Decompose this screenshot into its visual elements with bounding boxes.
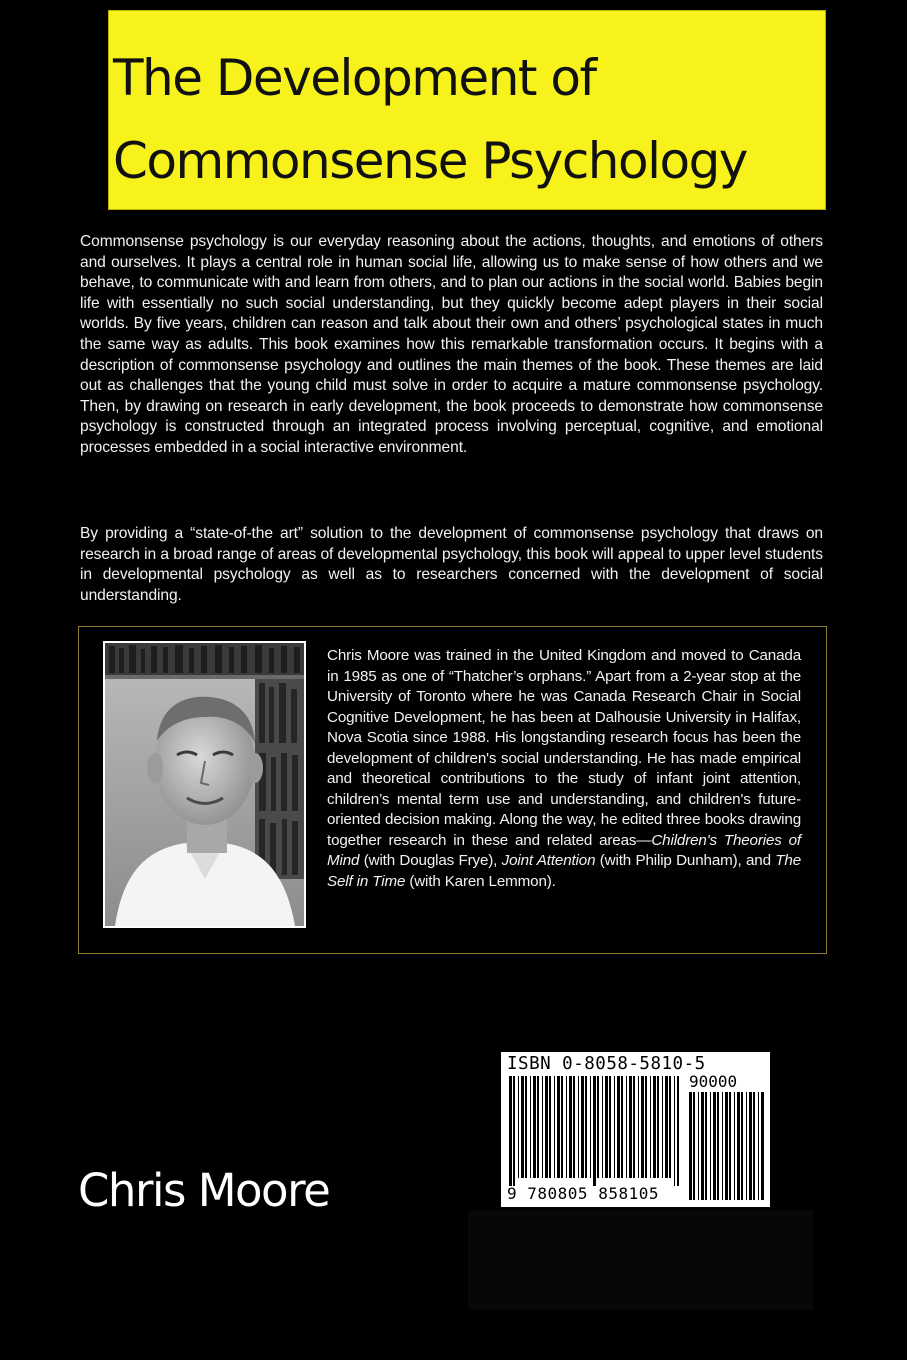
price-code: 90000 <box>689 1072 738 1091</box>
blurb-paragraph-1: Commonsense psychology is our everyday reasoning about the actions, thoughts, and emotions of others and ourselves. It plays a central role in human social life, allowing us to make sense of how others and we behave, to communicate with and learn from others, and to plan our actions in the social world. Babies begin life with essentially no such social understanding, but they quickly become adept players in their social worlds. By five years, children can reason and talk about their own and others’ psychological states in much the same way as adults. This book examines how this remarkable transformation occurs. It begins with a description of commonsense psychology and outlines the main themes of the book. These themes are laid out as challenges that the young child must solve in order to acquire a mature commonsense psychology. Then, by drawing on research in early development, the book proceeds to demonstrate how commonsense psychology is constructed through an integrated process involving perceptual, cognitive, and emotional processes embedded in a social interactive environment. <box>80 233 823 456</box>
bio-book-3-editor: (with Karen Lemmon). <box>405 872 556 890</box>
bio-main-text: Chris Moore was trained in the United Kingdom and moved to Canada in 1985 as one of “Thatcher’s orphans.” Apart from a 2-year stop at the University of Toronto where he was Canada Research Chair in Social Cognitive Development, he has been at Dalhousie University in Halifax, Nova Scotia since 1988. His longstanding research focus has been the development of children's social understanding. He has made empirical and theoretical contributions to the study of infant joint attention, children’s mental term use and understanding, and children's future-oriented decision making. Along the way, he edited three books drawing together research in these and related areas— <box>327 647 801 849</box>
book-title-line-2: Commonsense Psychology <box>113 132 747 190</box>
author-box <box>78 626 827 954</box>
ean-digits: 9 780805 858105 <box>507 1184 659 1203</box>
bio-book-3: The Self in Time <box>327 852 801 890</box>
barcode-box <box>501 1052 770 1207</box>
isbn-label: ISBN 0-8058-5810-5 <box>507 1054 706 1074</box>
author-bio <box>327 646 801 892</box>
book-title-line-1: The Development of <box>113 49 596 107</box>
background-shade <box>468 1210 813 1310</box>
bio-book-1-editor: (with Douglas Frye), <box>359 852 502 869</box>
title-box <box>108 10 826 210</box>
blurb-paragraph-2: By providing a “state-of-the art” solution to the development of commonsense psychology that draws on research in a broad range of areas of developmental psychology, this book will appeal to upper level students in developmental psychology as well as to researchers concerned with the development of social understanding. <box>80 525 823 604</box>
bio-book-1: Children's Theories of Mind <box>327 831 801 869</box>
author-portrait-icon <box>105 643 304 926</box>
bio-book-2: Joint Attention <box>501 852 596 869</box>
addon-barcode-icon <box>689 1092 764 1200</box>
author-photo <box>103 641 306 928</box>
author-name: Chris Moore <box>78 1164 330 1217</box>
bio-book-2-editor: (with Philip Dunham), and <box>595 852 776 869</box>
ean-barcode-icon <box>509 1076 679 1186</box>
